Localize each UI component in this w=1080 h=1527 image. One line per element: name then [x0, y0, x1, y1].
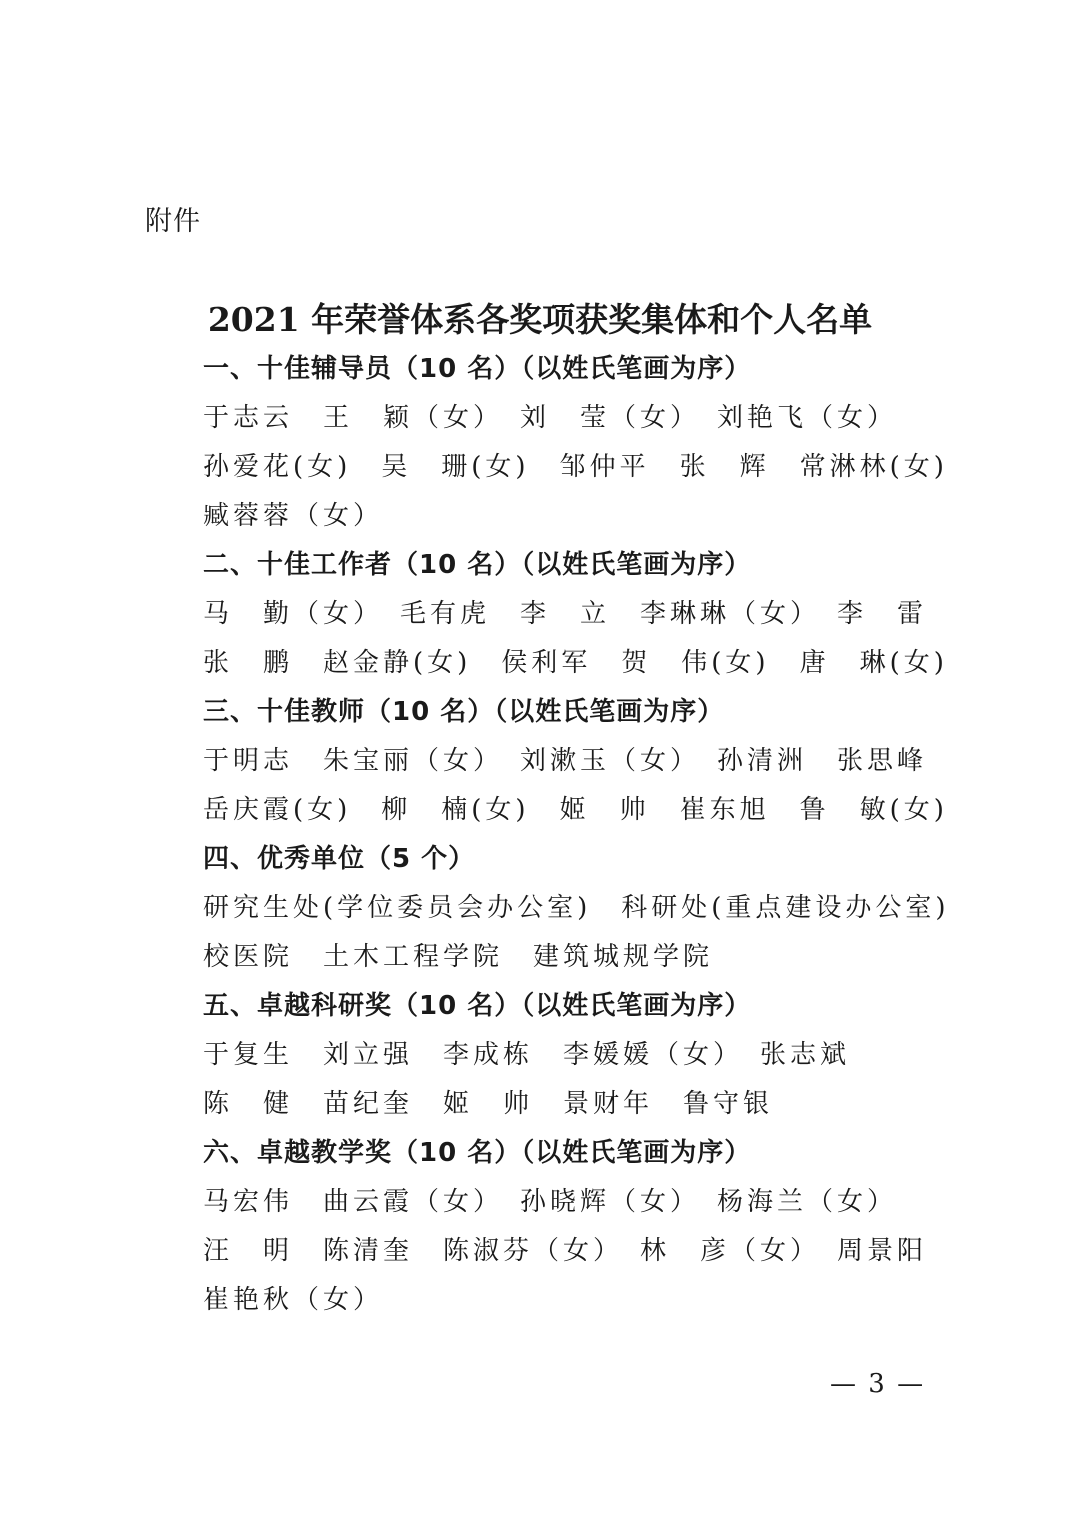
- section-heading-research-award: 五、卓越科研奖（10 名）（以姓氏笔画为序）: [203, 991, 752, 1021]
- name-line: 汪 明 陈清奎 陈淑芬（女） 林 彦（女） 周景阳: [203, 1236, 928, 1266]
- attachment-label: 附件: [145, 206, 201, 237]
- award-list: [203, 345, 983, 1325]
- name-line: 岳庆霞(女) 柳 楠(女) 姬 帅 崔东旭 鲁 敏(女): [203, 795, 948, 825]
- name-line: 崔艳秋（女）: [203, 1285, 384, 1315]
- name-line: 于志云 王 颖（女） 刘 莹（女） 刘艳飞（女）: [203, 403, 898, 433]
- name-line: 马宏伟 曲云霞（女） 孙晓辉（女） 杨海兰（女）: [203, 1187, 898, 1217]
- page-number: — 3 —: [830, 1369, 926, 1399]
- section-heading-workers: 二、十佳工作者（10 名）（以姓氏笔画为序）: [203, 550, 752, 580]
- section-heading-teaching-award: 六、卓越教学奖（10 名）（以姓氏笔画为序）: [203, 1138, 752, 1168]
- name-line: 校医院 土木工程学院 建筑城规学院: [203, 942, 714, 972]
- name-line: 研究生处(学位委员会办公室) 科研处(重点建设办公室): [203, 893, 950, 923]
- document-title: 2021 年荣誉体系各奖项获奖集体和个人名单: [207, 300, 873, 339]
- section-heading-counselors: 一、十佳辅导员（10 名）（以姓氏笔画为序）: [203, 354, 752, 384]
- name-line: 于明志 朱宝丽（女） 刘漱玉（女） 孙清洲 张思峰: [203, 746, 928, 776]
- name-line: 张 鹏 赵金静(女) 侯利军 贺 伟(女) 唐 琳(女): [203, 648, 948, 678]
- name-line: 陈 健 苗纪奎 姬 帅 景财年 鲁守银: [203, 1089, 774, 1119]
- name-line: 于复生 刘立强 李成栋 李媛媛（女） 张志斌: [203, 1040, 851, 1070]
- section-heading-units: 四、优秀单位（5 个）: [203, 844, 476, 874]
- name-line: 孙爱花(女) 吴 珊(女) 邹仲平 张 辉 常淋林(女): [203, 452, 948, 482]
- name-line: 马 勤（女） 毛有虎 李 立 李琳琳（女） 李 雷: [203, 599, 928, 629]
- name-line: 臧蓉蓉（女）: [203, 501, 384, 531]
- section-heading-teachers: 三、十佳教师（10 名）（以姓氏笔画为序）: [203, 697, 725, 727]
